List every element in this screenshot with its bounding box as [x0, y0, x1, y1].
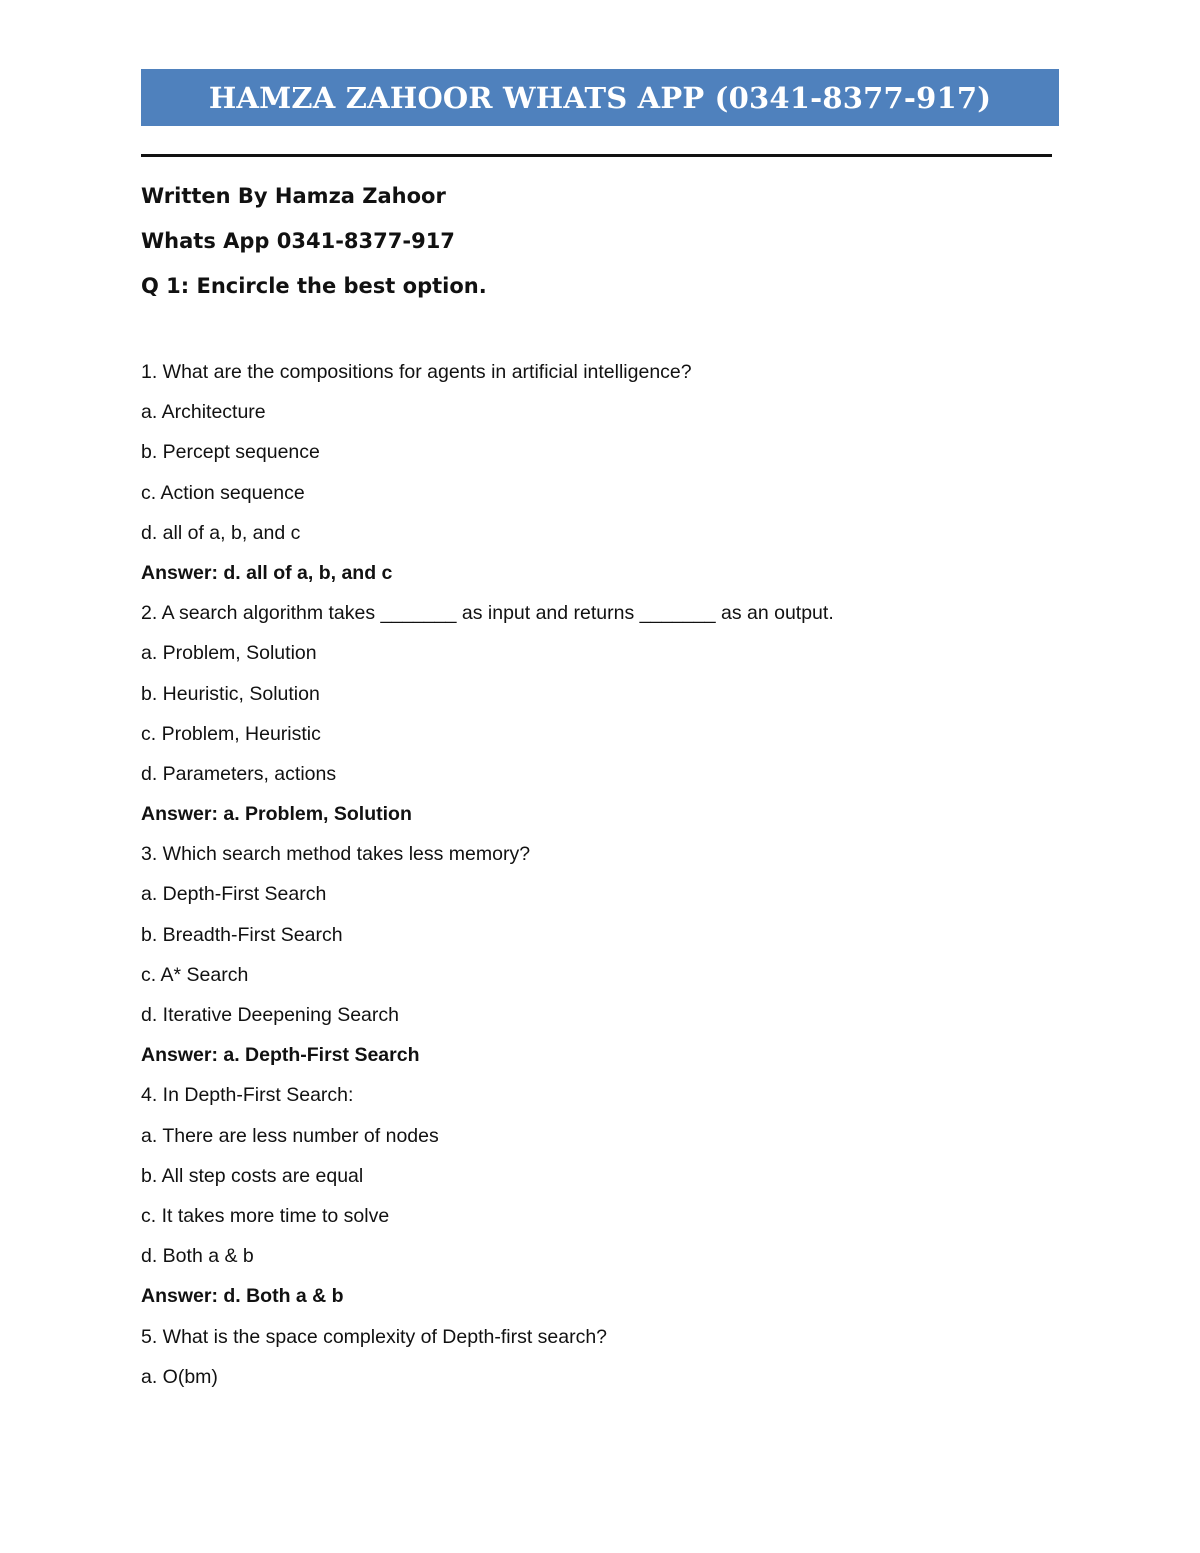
author-line: Written By Hamza Zahoor: [141, 184, 446, 208]
question-text: 4. In Depth-First Search:: [141, 1084, 354, 1107]
answer-line: Answer: d. all of a, b, and c: [141, 561, 393, 584]
option-item: a. There are less number of nodes: [141, 1124, 439, 1147]
phone-line: Whats App 0341-8377-917: [141, 229, 455, 253]
section-heading: Q 1: Encircle the best option.: [141, 274, 487, 298]
question-text: 2. A search algorithm takes _______ as input and returns _______ as an output.: [141, 602, 834, 625]
option-item: d. all of a, b, and c: [141, 521, 301, 544]
question-text: 1. What are the compositions for agents in artificial intelligence?: [141, 361, 692, 383]
option-item: b. Percept sequence: [141, 441, 320, 464]
option-item: a. Depth-First Search: [141, 883, 327, 906]
horizontal-rule: [141, 154, 1052, 157]
header-banner: [141, 69, 1059, 126]
option-item: c. Action sequence: [141, 481, 305, 504]
question-list: [141, 359, 1059, 1404]
option-item: a. Problem, Solution: [141, 642, 317, 665]
option-item: c. Problem, Heuristic: [141, 722, 321, 745]
question-text: 3. Which search method takes less memory?: [141, 843, 531, 866]
header-banner-text: HAMZA ZAHOOR WHATS APP (0341-8377-917): [208, 80, 992, 115]
option-item: d. Parameters, actions: [141, 762, 337, 785]
option-item: a. Architecture: [141, 401, 266, 424]
answer-line: Answer: a. Depth-First Search: [141, 1044, 420, 1067]
option-item: a. O(bm): [141, 1365, 218, 1388]
option-item: d. Both a & b: [141, 1245, 254, 1268]
option-item: b. Breadth-First Search: [141, 923, 343, 946]
option-item: c. A* Search: [141, 963, 249, 986]
answer-line: Answer: a. Problem, Solution: [141, 803, 412, 826]
question-text: 5. What is the space complexity of Depth-first search?: [141, 1325, 608, 1348]
option-item: c. It takes more time to solve: [141, 1204, 390, 1227]
option-item: d. Iterative Deepening Search: [141, 1004, 399, 1026]
answer-line: Answer: d. Both a & b: [141, 1285, 344, 1308]
option-item: b. All step costs are equal: [141, 1164, 364, 1187]
option-item: b. Heuristic, Solution: [141, 682, 320, 705]
